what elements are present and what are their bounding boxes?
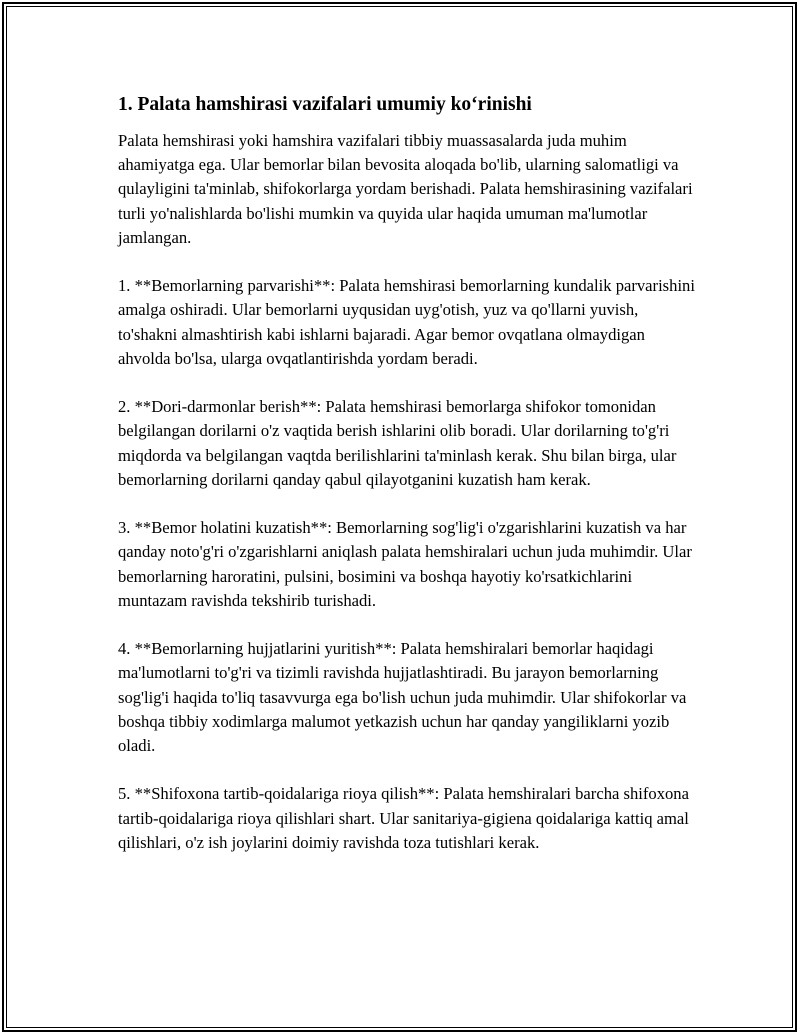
document-title: 1. Palata hamshirasi vazifalari umumiy ko‘rinishi [118,94,532,115]
paragraph-hospital-rules: 5. **Shifoxona tartib-qoidalariga rioya qilish**: Palata hemshiralari barcha shifoxona tartib-qoidalariga rioya qilishlari shart. Ular sanitariya-gigiena qoidalariga kattiq amal qilishlari, o'z ish joylarini doimiy ravishda toza tutishlari kerak. [118,784,689,852]
paragraph-medication: 2. **Dori-darmonlar berish**: Palata hemshirasi bemorlarga shifokor tomonidan belgilangan dorilarni o'z vaqtida berish ishlarini olib boradi. Ular dorilarning to'g'ri miqdorda va belgilangan vaqtda berilishlarini ta'minlash kerak. Shu bilan birga, ular bemorlarning dorilarni qanday qabul qilayotganini kuzatish ham kerak. [118,397,677,489]
document-body [118,92,698,855]
paragraph-documentation: 4. **Bemorlarning hujjatlarini yuritish**: Palata hemshiralari bemorlar haqidagi ma'lumotlarni to'g'ri va tizimli ravishda hujjatlashtiradi. Bu jarayon bemorlarning sog'lig'i haqida to'liq tasavvurga ega bo'lish uchun juda muhimdir. Ular shifokorlar va boshqa tibbiy xodimlarga malumot yetkazish uchun har qanday yangiliklarni yozib oladi. [118,639,687,756]
paragraph-patient-care: 1. **Bemorlarning parvarishi**: Palata hemshirasi bemorlarning kundalik parvarishini amalga oshiradi. Ular bemorlarni uyqusidan uyg'otish, yuz va qo'llarni yuvish, to'shakni almashtirish kabi ishlarni bajaradi. Agar bemor ovqatlana olmaydigan ahvolda bo'lsa, ularga ovqatlantirishda yordam beradi. [118,276,695,368]
paragraph-monitoring: 3. **Bemor holatini kuzatish**: Bemorlarning sog'lig'i o'zgarishlarini kuzatish va har qanday noto'g'ri o'zgarishlarni aniqlash palata hemshiralari uchun juda muhimdir. Ular bemorlarning haroratini, pulsini, bosimini va boshqa hayotiy ko'rsatkichlarini muntazam ravishda tekshirib turishadi. [118,518,692,610]
intro-paragraph: Palata hemshirasi yoki hamshira vazifalari tibbiy muassasalarda juda muhim ahamiyatga ega. Ular bemorlar bilan bevosita aloqada bo'lib, ularning salomatligi va qulayligini ta'minlab, shifokorlarga yordam berishadi. Palata hemshirasining vazifalari turli yo'nalishlarda bo'lishi mumkin va quyida ular haqida umuman ma'lumotlar jamlangan. [118,131,693,247]
